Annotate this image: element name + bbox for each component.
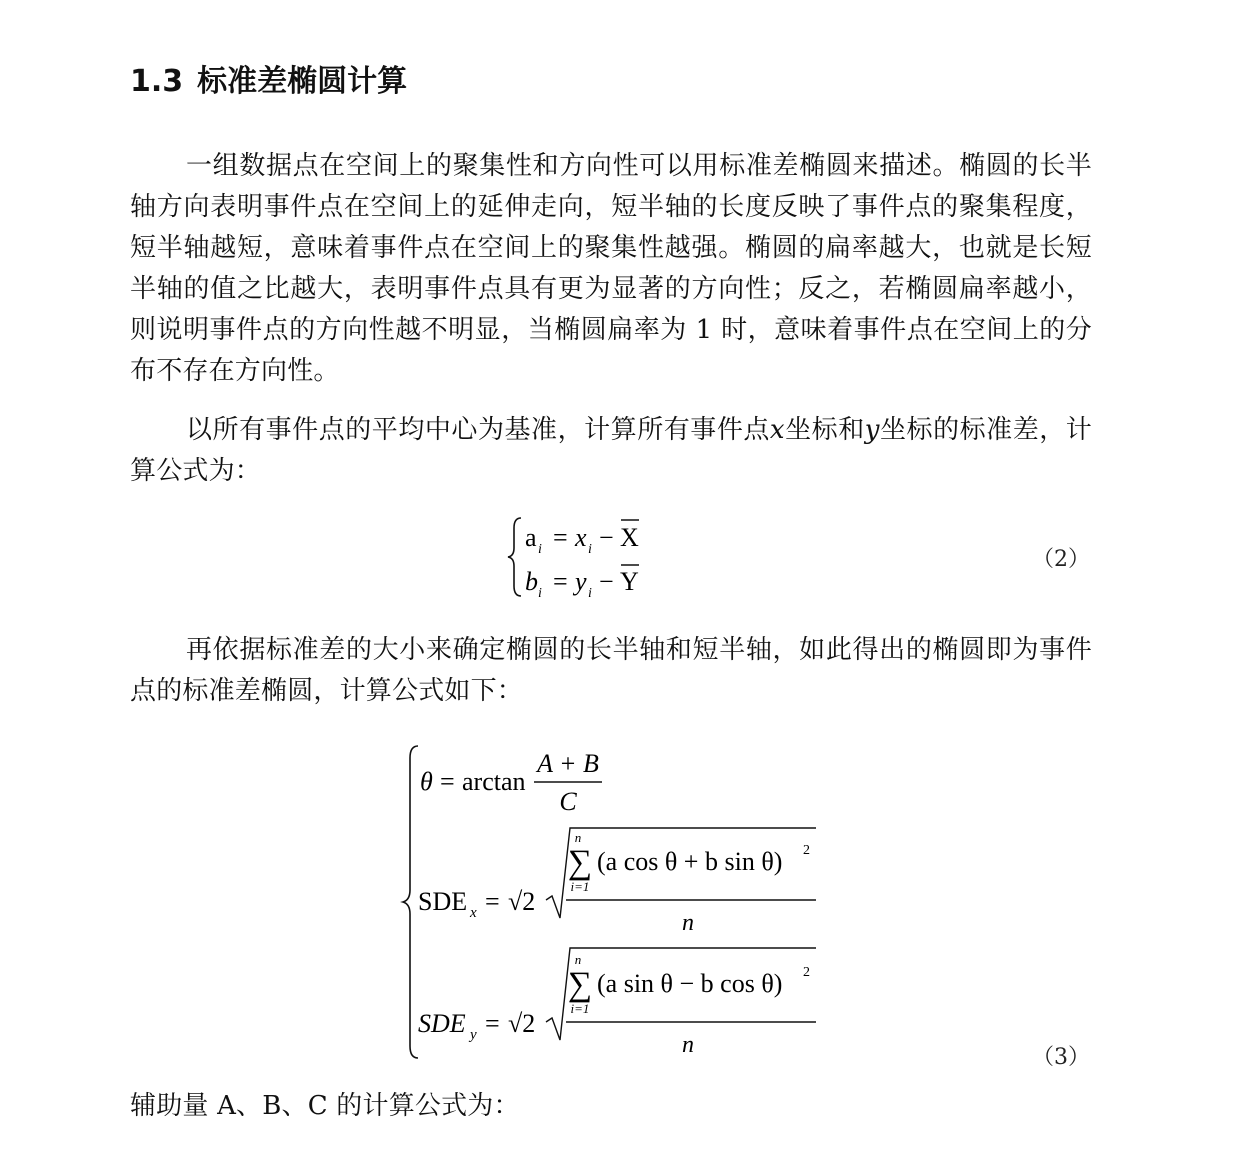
eq3-theta-numerator: A + B [537, 749, 599, 778]
eq3-sdex-denominator: n [682, 910, 694, 936]
eq3-sdex-sum-lower: i=1 [570, 879, 590, 894]
eq3-sdey-body: (a sin θ − b cos θ) [597, 969, 783, 998]
p2-var-y: y [864, 415, 880, 445]
eq3-sdex-power: 2 [803, 843, 810, 858]
eq3-brace [403, 746, 418, 1058]
eq3-sdex-label: SDE [418, 887, 468, 916]
eq3-sdey-sub: y [470, 1027, 477, 1043]
eq2-mean-x: X [620, 523, 639, 552]
p2-text-b: 坐标和 [784, 415, 865, 445]
equation-2-number: （2） [1032, 547, 1090, 572]
section-heading [130, 56, 407, 100]
eq2-b: b [525, 567, 538, 596]
eq2-y-sub: i [588, 586, 592, 601]
paragraph-ellipse: 再依据标准差的大小来确定椭圆的长半轴和短半轴，如此得出的椭圆即为事件点的标准差椭圆，计算公式如下： [130, 635, 1092, 706]
eq3-sdey-power: 2 [803, 965, 810, 980]
eq3-sdex-eq: = [485, 887, 500, 916]
equation-3-number: （3） [1032, 1045, 1090, 1070]
section-number: 1.3 [130, 64, 184, 99]
eq3-sdey-root2: √2 [508, 1009, 536, 1038]
eq2-mean-y: Y [620, 567, 639, 596]
eq3-theta: θ [420, 767, 433, 796]
eq3-sdex-sub: x [470, 905, 477, 921]
eq3-sdex-body: (a cos θ + b sin θ) [597, 847, 783, 876]
eq3-sdey-eq: = [485, 1009, 500, 1038]
eq3-sdey-sum-upper: n [574, 952, 582, 967]
eq3-theta-eq: = [440, 767, 455, 796]
eq2-a-sub: i [538, 542, 542, 557]
eq3-sdey-label: SDE [418, 1009, 466, 1038]
p2-text-c: 坐标的标准差，计算公式为： [130, 415, 1092, 486]
eq3-sdex-sigma: ∑ [567, 844, 593, 881]
equation-2 [505, 512, 665, 602]
eq3-sdex-root2: √2 [508, 887, 536, 916]
paragraph-intro: 一组数据点在空间上的聚集性和方向性可以用标准差椭圆来描述。椭圆的长半轴方向表明事件点在空间上的延伸走向，短半轴的长度反映了事件点的聚集程度，短半轴越短，意味着事件点在空间上的聚集性越强。椭圆的扁率越大，也就是长短半轴的值之比越大，表明事件点具有更为显著的方向性；反之，若椭圆扁率越小，则说明事件点的方向性越不明显，当椭圆扁率为 1 时，意味着事件点在空间上的分布不存在方向性。 [130, 151, 1092, 386]
eq2-b-sub: i [538, 586, 542, 601]
eq2-eq2: = [553, 567, 568, 596]
eq3-sdey-denominator: n [682, 1032, 694, 1058]
eq2-brace [508, 518, 521, 596]
eq2-a: a [525, 523, 537, 552]
paragraph-std-dev [130, 410, 1092, 492]
eq2-x: x [575, 523, 587, 552]
eq3-sdey-sum-lower: i=1 [570, 1001, 590, 1016]
p2-text-a: 以所有事件点的平均中心为基准，计算所有事件点 [186, 415, 770, 445]
eq2-eq1: = [553, 523, 568, 552]
p2-var-x: x [769, 415, 785, 445]
equation-3 [400, 740, 830, 1065]
eq3-sdey-sigma: ∑ [567, 966, 593, 1003]
eq2-minus1: − [599, 523, 614, 552]
eq3-arctan: arctan [462, 767, 526, 796]
eq2-y: y [575, 567, 587, 596]
paragraph-auxiliary: 辅助量 A、B、C 的计算公式为： [130, 1091, 520, 1121]
eq3-theta-denominator: C [559, 787, 577, 816]
eq2-x-sub: i [588, 542, 592, 557]
eq2-minus2: − [599, 567, 614, 596]
eq3-sdex-sum-upper: n [574, 830, 582, 845]
section-title: 标准差椭圆计算 [197, 64, 408, 99]
